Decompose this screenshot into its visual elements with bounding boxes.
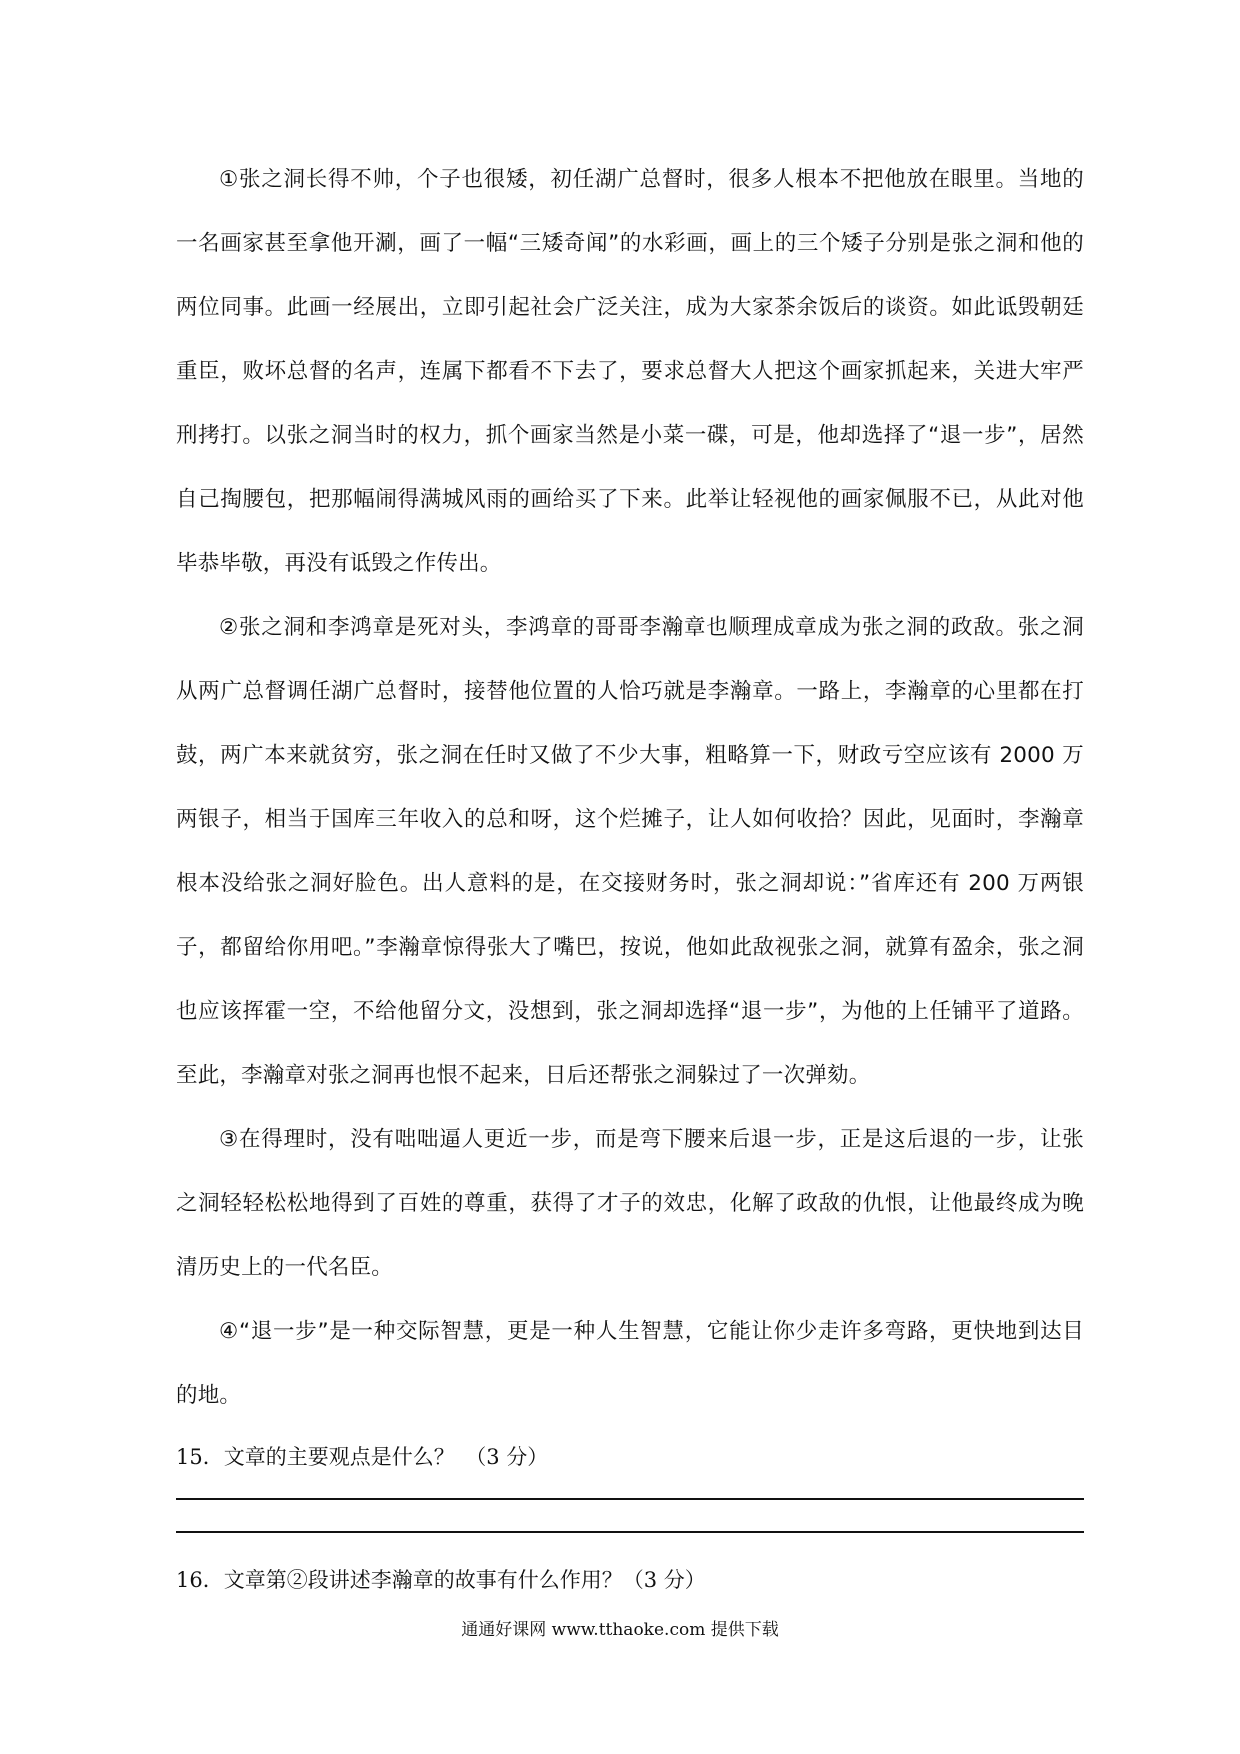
question-16: 16．文章第②段讲述李瀚章的故事有什么作用？（3 分）: [176, 1568, 706, 1592]
article-paragraph-2: ②张之洞和李鸿章是死对头，李鸿章的哥哥李瀚章也顺理成章成为张之洞的政敌。张之洞从两广总督调任湖广总督时，接替他位置的人恰巧就是李瀚章。一路上，李瀚章的心里都在打鼓，两广本来就贫穷，张之洞在任时又做了不少大事，粗略算一下，财政亏空应该有 2000 万两银子，相当于国库三年收入的总和呀，这个烂摊子，让人如何收拾？因此，见面时，李瀚章根本没给张之洞好脸色。出人意料的是，在交接财务时，张之洞却说：”省库还有 200 万两银子，都留给你用吧。”李瀚章惊得张大了嘴巴，按说，他如此敌视张之洞，就算有盈余，张之洞也应该挥霍一空，不给他留分文，没想到，张之洞却选择“退一步”，为他的上任铺平了道路。至此，李瀚章对张之洞再也恨不起来，日后还帮张之洞躲过了一次弹劾。: [176, 615, 1084, 1088]
article-paragraph-1: ①张之洞长得不帅，个子也很矮，初任湖广总督时，很多人根本不把他放在眼里。当地的一名画家甚至拿他开涮，画了一幅“三矮奇闻”的水彩画，画上的三个矮子分别是张之洞和他的两位同事。此画一经展出，立即引起社会广泛关注，成为大家茶余饭后的谈资。如此诋毁朝廷重臣，败坏总督的名声，连属下都看不下去了，要求总督大人把这个画家抓起来，关进大牢严刑拷打。以张之洞当时的权力，抓个画家当然是小菜一碟，可是，他却选择了“退一步”，居然自己掏腰包，把那幅闹得满城风雨的画给买了下来。此举让轻视他的画家佩服不已，从此对他毕恭毕敬，再没有诋毁之作传出。: [176, 167, 1084, 576]
question-15: 15．文章的主要观点是什么？ （3 分）: [176, 1445, 549, 1469]
answer-line-1: [176, 1498, 1084, 1500]
article-paragraph-3: ③在得理时，没有咄咄逼人更近一步，而是弯下腰来后退一步，正是这后退的一步，让张之洞轻轻松松地得到了百姓的尊重，获得了才子的效忠，化解了政敌的仇恨，让他最终成为晚清历史上的一代名臣。: [176, 1127, 1084, 1280]
page-footer: 通通好课网 www.tthaoke.com 提供下载: [461, 1620, 779, 1640]
answer-line-2: [176, 1531, 1084, 1533]
article-paragraph-4: ④“退一步”是一种交际智慧，更是一种人生智慧，它能让你少走许多弯路，更快地到达目的地。: [176, 1319, 1084, 1408]
